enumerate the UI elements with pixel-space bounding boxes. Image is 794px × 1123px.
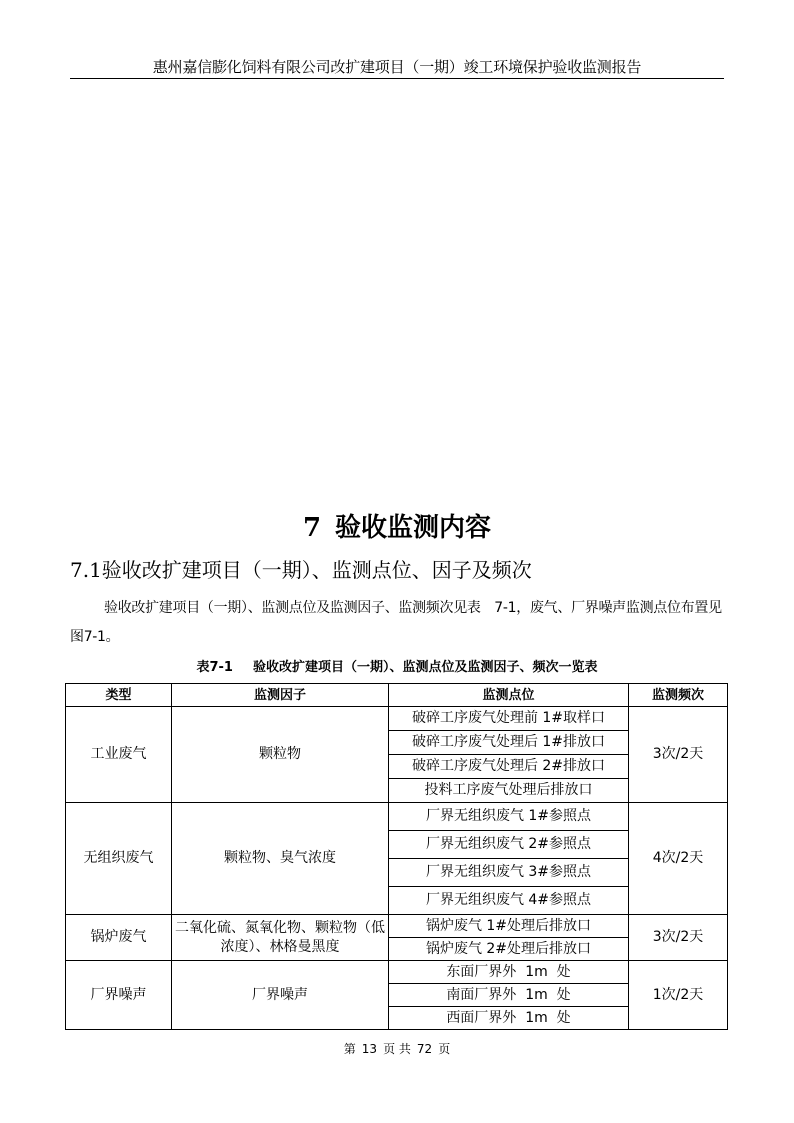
cell-type: 锅炉废气 <box>66 915 172 961</box>
cell-point: 投料工序废气处理后排放口 <box>389 779 629 803</box>
footer-total-pages: 72 <box>416 1042 433 1056</box>
section-heading: 7.1验收改扩建项目（一期）、监测点位、因子及频次 <box>70 558 532 582</box>
header-type: 类型 <box>66 684 172 707</box>
table-header-row <box>66 684 728 707</box>
table-caption-title: 验收改扩建项目（一期）、监测点位及监测因子、频次一览表 <box>252 660 598 675</box>
cell-point: 厂界无组织废气 4#参照点 <box>389 887 629 915</box>
monitoring-table <box>65 683 728 1030</box>
footer-page-number: 13 <box>361 1042 378 1056</box>
cell-point: 南面厂界外 1m 处 <box>389 984 629 1007</box>
cell-point: 破碎工序废气处理前 1#取样口 <box>389 707 629 731</box>
cell-factor: 颗粒物 <box>172 707 389 803</box>
cell-point: 厂界无组织废气 2#参照点 <box>389 831 629 859</box>
cell-type: 工业废气 <box>66 707 172 803</box>
chapter-heading <box>0 510 794 546</box>
cell-factor: 厂界噪声 <box>172 961 389 1030</box>
table-row <box>66 915 728 938</box>
header-frequency: 监测频次 <box>629 684 728 707</box>
cell-factor: 二氧化硫、氮氧化物、颗粒物（低浓度）、林格曼黑度 <box>172 915 389 961</box>
cell-frequency: 3次/2天 <box>629 915 728 961</box>
header-divider <box>70 78 724 79</box>
cell-factor: 颗粒物、臭气浓度 <box>172 803 389 915</box>
cell-point: 厂界无组织废气 1#参照点 <box>389 803 629 831</box>
table-row <box>66 803 728 831</box>
cell-type: 厂界噪声 <box>66 961 172 1030</box>
table-caption-number: 表7-1 <box>196 660 233 675</box>
page-header: 惠州嘉信膨化饲料有限公司改扩建项目（一期）竣工环境保护验收监测报告 <box>152 58 642 76</box>
cell-point: 锅炉废气 2#处理后排放口 <box>389 938 629 961</box>
cell-point: 东面厂界外 1m 处 <box>389 961 629 984</box>
table-row <box>66 707 728 731</box>
cell-point: 破碎工序废气处理后 2#排放口 <box>389 755 629 779</box>
cell-frequency: 1次/2天 <box>629 961 728 1030</box>
cell-point: 锅炉废气 1#处理后排放口 <box>389 915 629 938</box>
page-footer <box>0 1040 794 1058</box>
table-row <box>66 961 728 984</box>
cell-type: 无组织废气 <box>66 803 172 915</box>
cell-point: 西面厂界外 1m 处 <box>389 1007 629 1030</box>
table-caption <box>0 658 794 678</box>
cell-point: 破碎工序废气处理后 1#排放口 <box>389 731 629 755</box>
cell-frequency: 3次/2天 <box>629 707 728 803</box>
chapter-number: 7 <box>302 513 322 543</box>
body-paragraph: 验收改扩建项目（一期）、监测点位及监测因子、监测频次见表 7-1，废气、厂界噪声监测点位布置见图7-1。 <box>70 600 722 645</box>
cell-point: 厂界无组织废气 3#参照点 <box>389 859 629 887</box>
header-factor: 监测因子 <box>172 684 389 707</box>
chapter-title: 验收监测内容 <box>335 513 492 543</box>
cell-frequency: 4次/2天 <box>629 803 728 915</box>
header-point: 监测点位 <box>389 684 629 707</box>
footer-mid: 页 共 <box>383 1042 411 1056</box>
footer-suffix: 页 <box>438 1042 451 1056</box>
footer-prefix: 第 <box>343 1042 356 1056</box>
